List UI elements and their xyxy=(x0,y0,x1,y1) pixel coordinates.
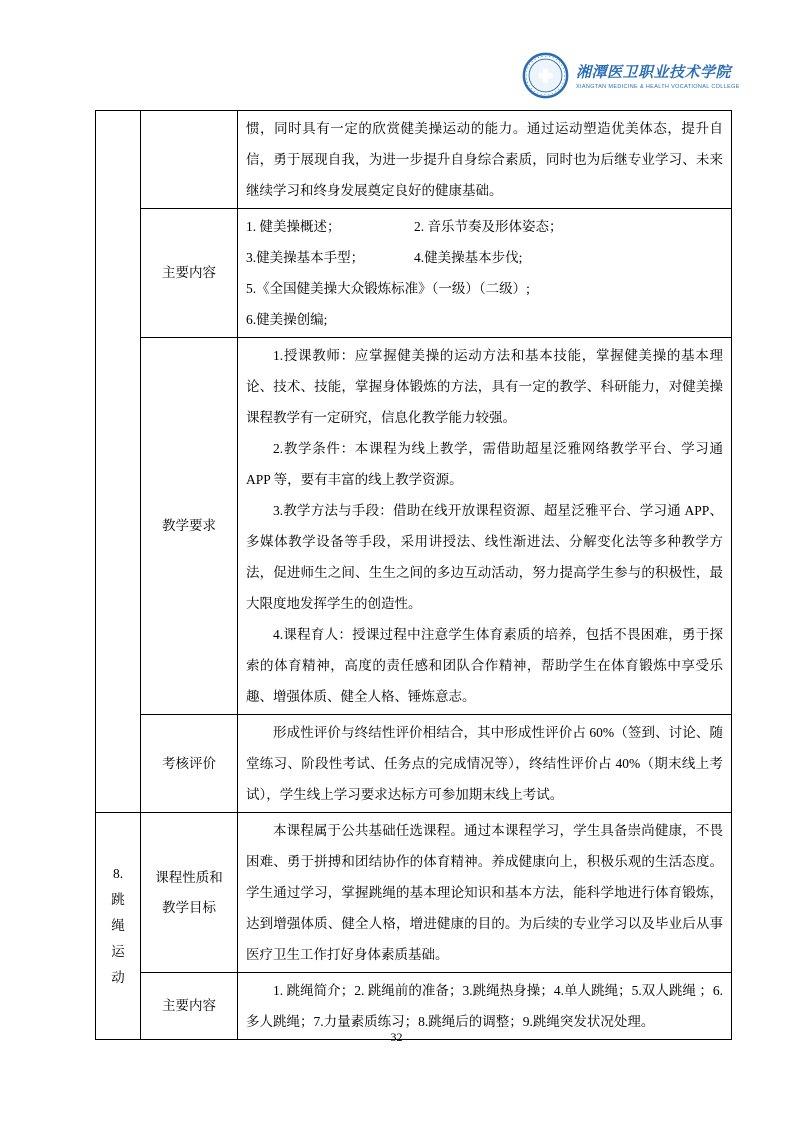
section-label-line: 8. xyxy=(112,866,124,881)
table-row xyxy=(96,715,732,813)
row-label-empty xyxy=(141,111,238,209)
table-row xyxy=(96,338,732,715)
main-content-item: 2. 音乐节奏及形体姿态； xyxy=(414,219,563,234)
teaching-requirement-paragraph: 2.教学条件：本课程为线上教学，需借助超星泛雅网络教学平台、学习通APP 等，要有丰富的线上教学资源。 xyxy=(246,441,723,487)
row-label-main-content: 主要内容 xyxy=(141,973,238,1040)
teaching-requirements-cell xyxy=(238,338,732,715)
college-logo xyxy=(522,52,740,99)
main-content-item: 5.《全国健美操大众锻炼标准》（一级）（二级）; xyxy=(246,281,530,296)
teaching-requirement-paragraph: 1.授课教师：应掌握健美操的运动方法和基本技能，掌握健美操的基本理论、技术、技能，掌握身体锻炼的方法，具有一定的教学、科研能力，对健美操课程教学有一定研究，信息化教学能力较强。 xyxy=(246,348,723,425)
main-content-item: 3.健美操基本手型； xyxy=(246,250,365,265)
college-emblem-icon xyxy=(522,52,569,99)
row-label-course-nature: 课程性质和教学目标 xyxy=(141,813,238,973)
teaching-requirement-paragraph: 3.教学方法与手段：借助在线开放课程资源、超星泛雅平台、学习通 APP、多媒体教学设备等手段，采用讲授法、线性渐进法、分解变化法等多种教学方法，促进师生之间、生生之间的多边互动活动，努力提高学生参与的积极性，最大限度地发挥学生的创造性。 xyxy=(246,503,723,611)
section-label-line: 跳 xyxy=(111,892,125,907)
section-label-line: 动 xyxy=(111,970,125,985)
assessment-cell xyxy=(238,715,732,813)
section-8-vertical-label xyxy=(104,861,132,991)
table-row xyxy=(96,813,732,973)
college-name-block xyxy=(576,61,740,90)
section-label-line: 绳 xyxy=(111,918,125,933)
row-label-teaching-requirements: 教学要求 xyxy=(141,338,238,715)
main-content-grid xyxy=(246,211,723,273)
goal-continued-cell xyxy=(238,111,732,209)
curriculum-table xyxy=(95,110,732,1040)
row-label-assessment: 考核评价 xyxy=(141,715,238,813)
row-label-main-content: 主要内容 xyxy=(141,209,238,338)
section-8-column xyxy=(96,813,141,1040)
section-label-line: 运 xyxy=(111,944,125,959)
main-content-item: 4.健美操基本步伐; xyxy=(414,250,523,265)
course-nature-cell xyxy=(238,813,732,973)
main-content-item: 1. 健美操概述； xyxy=(246,219,341,234)
table-row xyxy=(96,209,732,338)
main-content-item: 6.健美操创编; xyxy=(246,312,328,327)
section-7-column xyxy=(96,111,141,813)
teaching-requirement-paragraph: 4.课程育人：授课过程中注意学生体育素质的培养，包括不畏困难，勇于探索的体育精神，高度的责任感和团队合作精神，帮助学生在体育锻炼中享受乐趣、增强体质、健全人格、锤炼意志。 xyxy=(246,627,723,704)
course-nature-text: 本课程属于公共基础任选课程。通过本课程学习，学生具备崇尚健康，不畏困难、勇于拼搏和团结协作的体育精神。养成健康向上，积极乐观的生活态度。学生通过学习，掌握跳绳的基本理论知识和基本方法，能科学地进行体育锻炼，达到增强体质、健全人格，增进健康的目的。为后续的专业学习以及毕业后从事医疗卫生工作打好身体素质基础。 xyxy=(246,823,723,962)
college-name-cn: 湘潭医卫职业技术学院 xyxy=(576,65,732,81)
assessment-text: 形成性评价与终结性评价相结合，其中形成性评价占 60%（签到、讨论、随堂练习、阶段性考试、任务点的完成情况等），终结性评价占 40%（期末线上考试），学生线上学习要求达标方可参加期末线上考试。 xyxy=(246,725,723,802)
goal-continued-text: 惯，同时具有一定的欣赏健美操运动的能力。通过运动塑造优美体态，提升自信，勇于展现自我，为进一步提升自身综合素质，同时也为后继专业学习、未来继续学习和终身发展奠定良好的健康基础。 xyxy=(246,121,723,198)
page-number: 32 xyxy=(390,1030,403,1044)
college-name-en: XIANGTAN MEDICINE & HEALTH VOCATIONAL COLLEGE xyxy=(576,84,740,90)
main-content-cell xyxy=(238,209,732,338)
table-row xyxy=(96,111,732,209)
main-content-text: 1. 跳绳简介；2. 跳绳前的准备；3.跳绳热身操；4.单人跳绳；5.双人跳绳 ；6.多人跳绳；7.力量素质练习；8.跳绳后的调整；9.跳绳突发状况处理。 xyxy=(246,983,723,1029)
